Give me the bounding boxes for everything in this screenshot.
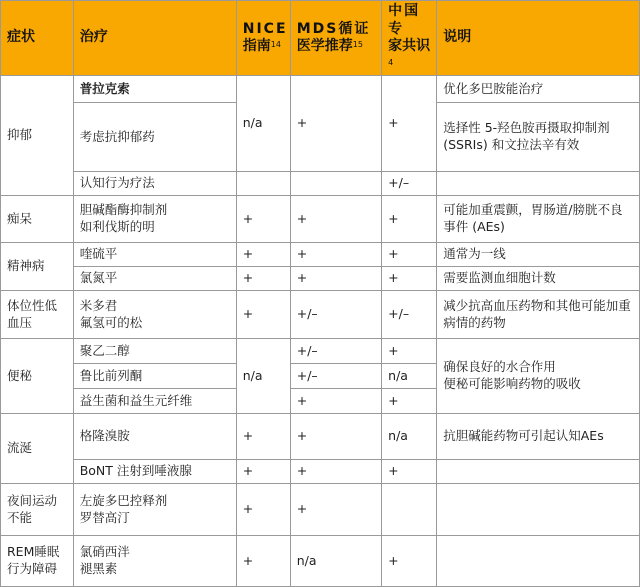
treatment-lubiprostone: 鲁比前列酮 [73,364,236,389]
note-pramipexole: 优化多巴胺能治疗 [437,76,640,103]
china-cbt: +/– [382,172,437,196]
mds-glycopyrrolate: + [290,414,381,460]
note-constipation: 确保良好的水合作用 便秘可能影响药物的吸收 [437,339,640,414]
nice-glycopyrrolate: + [236,414,290,460]
header-nice-ref: 14 [270,40,281,49]
table-row [1,460,640,484]
treatment-levodopa-cr: 左旋多巴控释剂 罗替高汀 [73,484,236,536]
treatment-cholinesterase: 胆碱酯酶抑制剂 如利伐斯的明 [73,196,236,243]
china-probiotics: + [382,389,437,414]
header-mds-ref: 15 [352,40,363,49]
note-night-akinesia [437,484,640,536]
china-dementia: + [382,196,437,243]
nice-constipation: n/a [236,339,290,414]
china-rbd: + [382,536,437,587]
symptom-psychosis: 精神病 [1,243,74,291]
mds-clozapine: + [290,267,381,291]
mds-hypotension: +/– [290,291,381,339]
treatment-clozapine: 氯氮平 [73,267,236,291]
nice-dementia: + [236,196,290,243]
symptom-drooling: 流涎 [1,414,74,484]
nice-clozapine: + [236,267,290,291]
table-row [1,196,640,243]
china-night-akinesia [382,484,437,536]
mds-peg: +/– [290,339,381,364]
header-nice-sub: 指南 [242,38,271,54]
table-row [1,414,640,460]
table-row [1,76,640,103]
mds-night-akinesia: + [290,484,381,536]
header-mds [290,1,381,76]
table-row [1,172,640,196]
note-cbt [437,172,640,196]
mds-lubiprostone: +/– [290,364,381,389]
treatment-cbt: 认知行为疗法 [73,172,236,196]
symptom-rbd: REM睡眠行为障碍 [1,536,74,587]
treatment-peg: 聚乙二醇 [73,339,236,364]
treatment-antidepressant: 考虑抗抑郁药 [73,103,236,172]
mds-probiotics: + [290,389,381,414]
table-row [1,291,640,339]
china-lubiprostone: n/a [382,364,437,389]
table-row [1,267,640,291]
note-dementia: 可能加重震颤，胃肠道/膀胱不良事件 (AEs) [437,196,640,243]
symptom-hypotension: 体位性低血压 [1,291,74,339]
nice-night-akinesia: + [236,484,290,536]
header-nice [236,1,290,76]
nice-cbt [236,172,290,196]
mds-cbt [290,172,381,196]
symptom-night-akinesia: 夜间运动不能 [1,484,74,536]
header-notes: 说明 [437,1,640,76]
note-quetiapine: 通常为一线 [437,243,640,267]
symptom-constipation: 便秘 [1,339,74,414]
symptom-depression: 抑郁 [1,76,74,196]
mds-dementia: + [290,196,381,243]
header-mds-label: MDS循证 [296,20,371,37]
nice-rbd: + [236,536,290,587]
header-china [382,1,437,76]
symptom-dementia: 痴呆 [1,196,74,243]
treatment-quetiapine: 喹硫平 [73,243,236,267]
treatment-clonazepam: 氯硝西泮 褪黑素 [73,536,236,587]
header-mds-sub: 医学推荐 [296,38,353,54]
china-hypotension: +/– [382,291,437,339]
note-clozapine: 需要监测血细胞计数 [437,267,640,291]
header-symptom: 症状 [1,1,74,76]
treatment-midodrine: 米多君 氟氢可的松 [73,291,236,339]
note-antidepressant: 选择性 5-羟色胺再摄取抑制剂(SSRIs) 和文拉法辛有效 [437,103,640,172]
header-treatment: 治疗 [73,1,236,76]
china-peg: + [382,339,437,364]
mds-depression: + [290,76,381,172]
treatment-bont: BoNT 注射到唾液腺 [73,460,236,484]
china-bont: + [382,460,437,484]
header-china-ref: 4 [388,57,394,67]
nice-hypotension: + [236,291,290,339]
table-row [1,536,640,587]
header-china-sub: 家共识 [388,38,431,54]
note-hypotension: 减少抗高血压药物和其他可能加重病情的药物 [437,291,640,339]
china-quetiapine: + [382,243,437,267]
china-depression: + [382,76,437,172]
table-row [1,484,640,536]
nice-quetiapine: + [236,243,290,267]
note-rbd [437,536,640,587]
treatment-glycopyrrolate: 格隆溴胺 [73,414,236,460]
header-nice-label: NICE [242,20,288,37]
note-drooling: 抗胆碱能药物可引起认知AEs [437,414,640,460]
table-row [1,339,640,364]
header-china-label: 中国专 [388,3,421,37]
note-bont [437,460,640,484]
mds-quetiapine: + [290,243,381,267]
mds-bont: + [290,460,381,484]
treatment-pramipexole: 普拉克索 [73,76,236,103]
china-clozapine: + [382,267,437,291]
nice-depression: n/a [236,76,290,172]
china-glycopyrrolate: n/a [382,414,437,460]
treatment-probiotics: 益生菌和益生元纤维 [73,389,236,414]
mds-rbd: n/a [290,536,381,587]
nice-bont: + [236,460,290,484]
table-row [1,243,640,267]
header-row [1,1,640,76]
